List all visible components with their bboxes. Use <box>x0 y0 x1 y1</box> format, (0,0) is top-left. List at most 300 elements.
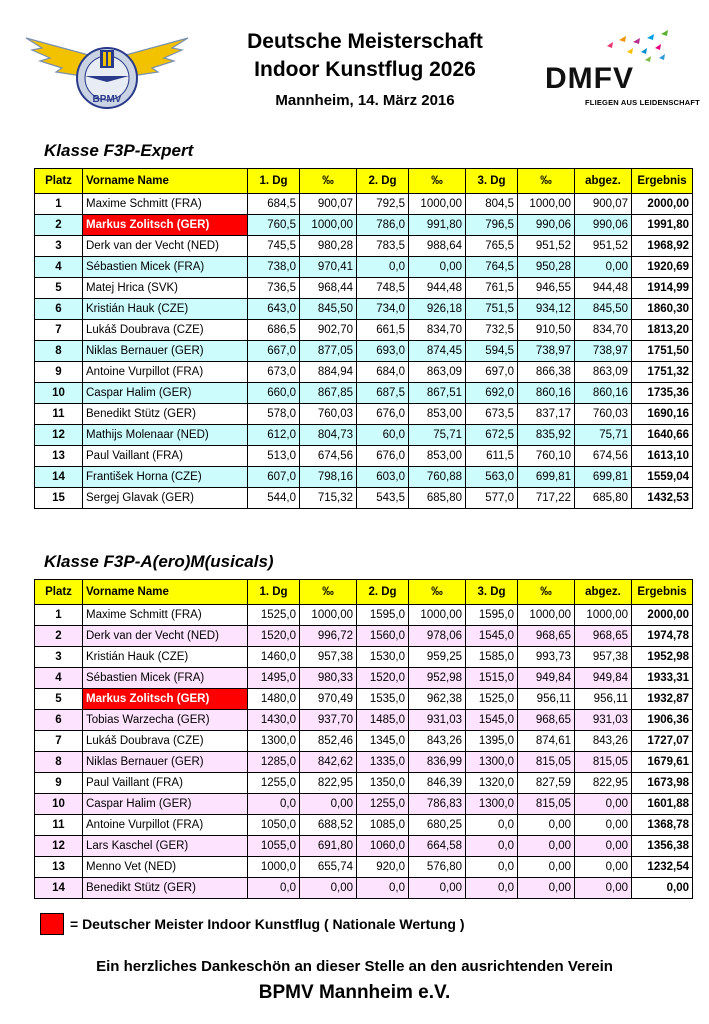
column-header: 3. Dg <box>466 580 518 605</box>
score-cell: 736,5 <box>248 278 300 299</box>
score-cell: 990,06 <box>575 215 632 236</box>
score-cell: 815,05 <box>575 752 632 773</box>
score-cell: 676,0 <box>357 404 409 425</box>
legend-color-box <box>40 913 64 935</box>
rank-cell: 2 <box>35 215 83 236</box>
table-row <box>35 446 693 467</box>
score-cell: 863,09 <box>409 362 466 383</box>
score-cell: 699,81 <box>518 467 575 488</box>
score-cell: 674,56 <box>300 446 357 467</box>
dmfv-logo-icon <box>545 28 685 62</box>
score-cell: 834,70 <box>409 320 466 341</box>
pilot-name-cell: Menno Vet (NED) <box>83 857 248 878</box>
score-cell: 760,03 <box>575 404 632 425</box>
result-cell: 1559,04 <box>632 467 693 488</box>
result-cell: 1751,50 <box>632 341 693 362</box>
score-cell: 910,50 <box>518 320 575 341</box>
score-cell: 1000,00 <box>518 605 575 626</box>
score-cell: 684,0 <box>357 362 409 383</box>
column-header: ‰ <box>518 580 575 605</box>
table-row <box>35 425 693 446</box>
pilot-name-cell: Caspar Halim (GER) <box>83 383 248 404</box>
score-cell: 687,5 <box>357 383 409 404</box>
score-cell: 0,00 <box>409 257 466 278</box>
score-cell: 1585,0 <box>466 647 518 668</box>
score-cell: 866,38 <box>518 362 575 383</box>
table-row <box>35 647 693 668</box>
table-row <box>35 878 693 899</box>
score-cell: 0,0 <box>466 815 518 836</box>
score-cell: 577,0 <box>466 488 518 509</box>
score-cell: 693,0 <box>357 341 409 362</box>
score-cell: 956,11 <box>575 689 632 710</box>
score-cell: 944,48 <box>575 278 632 299</box>
score-cell: 931,03 <box>575 710 632 731</box>
score-cell: 845,50 <box>300 299 357 320</box>
score-cell: 0,00 <box>575 836 632 857</box>
score-cell: 760,10 <box>518 446 575 467</box>
result-cell: 1813,20 <box>632 320 693 341</box>
score-cell: 655,74 <box>300 857 357 878</box>
score-cell: 1060,0 <box>357 836 409 857</box>
score-cell: 900,07 <box>300 194 357 215</box>
score-cell: 1480,0 <box>248 689 300 710</box>
pilot-name-cell: Lukáš Doubrava (CZE) <box>83 320 248 341</box>
column-header: ‰ <box>300 580 357 605</box>
table-row <box>35 668 693 689</box>
result-cell: 1727,07 <box>632 731 693 752</box>
score-cell: 692,0 <box>466 383 518 404</box>
score-cell: 643,0 <box>248 299 300 320</box>
score-cell: 611,5 <box>466 446 518 467</box>
rank-cell: 3 <box>35 236 83 257</box>
score-cell: 661,5 <box>357 320 409 341</box>
score-cell: 0,0 <box>357 257 409 278</box>
score-cell: 761,5 <box>466 278 518 299</box>
score-cell: 988,64 <box>409 236 466 257</box>
score-cell: 931,03 <box>409 710 466 731</box>
pilot-name-cell: Maxime Schmitt (FRA) <box>83 605 248 626</box>
score-cell: 612,0 <box>248 425 300 446</box>
score-cell: 920,0 <box>357 857 409 878</box>
section-title-expert: Klasse F3P-Expert <box>44 141 194 160</box>
pilot-name-cell: Mathijs Molenaar (NED) <box>83 425 248 446</box>
score-cell: 946,55 <box>518 278 575 299</box>
score-cell: 75,71 <box>575 425 632 446</box>
result-cell: 1356,38 <box>632 836 693 857</box>
result-cell: 1914,99 <box>632 278 693 299</box>
score-cell: 1085,0 <box>357 815 409 836</box>
score-cell: 594,5 <box>466 341 518 362</box>
score-cell: 732,5 <box>466 320 518 341</box>
score-cell: 715,32 <box>300 488 357 509</box>
score-cell: 1430,0 <box>248 710 300 731</box>
score-cell: 764,5 <box>466 257 518 278</box>
result-cell: 1860,30 <box>632 299 693 320</box>
table-row <box>35 341 693 362</box>
column-header: Platz <box>35 580 83 605</box>
pilot-name-cell: Paul Vaillant (FRA) <box>83 773 248 794</box>
score-cell: 0,00 <box>575 878 632 899</box>
score-cell: 783,5 <box>357 236 409 257</box>
score-cell: 0,00 <box>575 815 632 836</box>
pilot-name-cell: Maxime Schmitt (FRA) <box>83 194 248 215</box>
pilot-name-cell: Niklas Bernauer (GER) <box>83 752 248 773</box>
score-cell: 884,94 <box>300 362 357 383</box>
rank-cell: 1 <box>35 194 83 215</box>
table-row <box>35 773 693 794</box>
score-cell: 970,49 <box>300 689 357 710</box>
score-cell: 1495,0 <box>248 668 300 689</box>
score-cell: 0,00 <box>575 257 632 278</box>
result-cell: 1232,54 <box>632 857 693 878</box>
score-cell: 672,5 <box>466 425 518 446</box>
score-cell: 900,07 <box>575 194 632 215</box>
score-cell: 1545,0 <box>466 710 518 731</box>
score-cell: 957,38 <box>575 647 632 668</box>
score-cell: 734,0 <box>357 299 409 320</box>
table-row <box>35 689 693 710</box>
score-cell: 0,00 <box>518 815 575 836</box>
score-cell: 607,0 <box>248 467 300 488</box>
pilot-name-cell: Markus Zolitsch (GER) <box>83 689 248 710</box>
score-cell: 544,0 <box>248 488 300 509</box>
score-cell: 673,5 <box>466 404 518 425</box>
results-table-expert <box>34 168 693 509</box>
rank-cell: 12 <box>35 425 83 446</box>
score-cell: 843,26 <box>575 731 632 752</box>
score-cell: 576,80 <box>409 857 466 878</box>
score-cell: 852,46 <box>300 731 357 752</box>
score-cell: 0,0 <box>248 878 300 899</box>
table-row <box>35 626 693 647</box>
result-cell: 1601,88 <box>632 794 693 815</box>
table-row <box>35 278 693 299</box>
score-cell: 0,00 <box>575 857 632 878</box>
score-cell: 751,5 <box>466 299 518 320</box>
score-cell: 0,00 <box>409 878 466 899</box>
column-header: 2. Dg <box>357 169 409 194</box>
page-title: Deutsche Meisterschaft <box>247 30 483 53</box>
result-cell: 1974,78 <box>632 626 693 647</box>
rank-cell: 7 <box>35 731 83 752</box>
bpmv-logo-icon <box>22 30 192 112</box>
table-row <box>35 299 693 320</box>
column-header: Ergebnis <box>632 169 693 194</box>
score-cell: 792,5 <box>357 194 409 215</box>
score-cell: 685,80 <box>575 488 632 509</box>
score-cell: 1000,00 <box>409 605 466 626</box>
score-cell: 1335,0 <box>357 752 409 773</box>
pilot-name-cell: Benedikt Stütz (GER) <box>83 404 248 425</box>
results-table-am <box>34 579 693 899</box>
score-cell: 996,72 <box>300 626 357 647</box>
pilot-name-cell: Benedikt Stütz (GER) <box>83 878 248 899</box>
score-cell: 0,00 <box>518 836 575 857</box>
score-cell: 1000,00 <box>409 194 466 215</box>
score-cell: 1255,0 <box>248 773 300 794</box>
score-cell: 1300,0 <box>466 794 518 815</box>
footer-club: BPMV Mannheim e.V. <box>258 982 451 1003</box>
score-cell: 0,0 <box>466 836 518 857</box>
column-header: Ergebnis <box>632 580 693 605</box>
score-cell: 674,56 <box>575 446 632 467</box>
score-cell: 1535,0 <box>357 689 409 710</box>
column-header: abgez. <box>575 169 632 194</box>
score-cell: 867,85 <box>300 383 357 404</box>
column-header: 1. Dg <box>248 580 300 605</box>
score-cell: 815,05 <box>518 752 575 773</box>
score-cell: 676,0 <box>357 446 409 467</box>
pilot-name-cell: Antoine Vurpillot (FRA) <box>83 362 248 383</box>
table-row <box>35 731 693 752</box>
score-cell: 0,0 <box>466 878 518 899</box>
score-cell: 957,38 <box>300 647 357 668</box>
pilot-name-cell: Matej Hrica (SVK) <box>83 278 248 299</box>
score-cell: 578,0 <box>248 404 300 425</box>
score-cell: 699,81 <box>575 467 632 488</box>
score-cell: 837,17 <box>518 404 575 425</box>
table-row <box>35 794 693 815</box>
score-cell: 1520,0 <box>357 668 409 689</box>
table-row <box>35 467 693 488</box>
result-cell: 1952,98 <box>632 647 693 668</box>
score-cell: 951,52 <box>518 236 575 257</box>
score-cell: 968,65 <box>518 710 575 731</box>
pilot-name-cell: Niklas Bernauer (GER) <box>83 341 248 362</box>
score-cell: 1595,0 <box>466 605 518 626</box>
score-cell: 1300,0 <box>248 731 300 752</box>
score-cell: 786,0 <box>357 215 409 236</box>
dmfv-logo <box>545 28 700 108</box>
footer-thanks: Ein herzliches Dankeschön an dieser Stelle an den ausrichtenden Verein <box>96 958 613 975</box>
rank-cell: 5 <box>35 278 83 299</box>
score-cell: 1345,0 <box>357 731 409 752</box>
bpmv-logo-text: BPMV <box>92 94 122 105</box>
title-block <box>200 28 530 109</box>
result-cell: 1933,31 <box>632 668 693 689</box>
score-cell: 796,5 <box>466 215 518 236</box>
pilot-name-cell: František Horna (CZE) <box>83 467 248 488</box>
score-cell: 563,0 <box>466 467 518 488</box>
score-cell: 680,25 <box>409 815 466 836</box>
score-cell: 968,65 <box>575 626 632 647</box>
pilot-name-cell: Sergej Glavak (GER) <box>83 488 248 509</box>
score-cell: 1000,00 <box>518 194 575 215</box>
score-cell: 0,00 <box>300 794 357 815</box>
score-cell: 1285,0 <box>248 752 300 773</box>
score-cell: 944,48 <box>409 278 466 299</box>
pilot-name-cell: Kristián Hauk (CZE) <box>83 647 248 668</box>
score-cell: 673,0 <box>248 362 300 383</box>
score-cell: 1525,0 <box>248 605 300 626</box>
rank-cell: 13 <box>35 857 83 878</box>
score-cell: 745,5 <box>248 236 300 257</box>
rank-cell: 11 <box>35 815 83 836</box>
rank-cell: 4 <box>35 668 83 689</box>
rank-cell: 14 <box>35 467 83 488</box>
score-cell: 798,16 <box>300 467 357 488</box>
score-cell: 691,80 <box>300 836 357 857</box>
table-row <box>35 362 693 383</box>
score-cell: 853,00 <box>409 446 466 467</box>
table-row <box>35 605 693 626</box>
rank-cell: 4 <box>35 257 83 278</box>
score-cell: 853,00 <box>409 404 466 425</box>
score-cell: 867,51 <box>409 383 466 404</box>
table-row <box>35 488 693 509</box>
result-cell: 1751,32 <box>632 362 693 383</box>
score-cell: 822,95 <box>575 773 632 794</box>
score-cell: 667,0 <box>248 341 300 362</box>
score-cell: 1595,0 <box>357 605 409 626</box>
column-header: abgez. <box>575 580 632 605</box>
score-cell: 686,5 <box>248 320 300 341</box>
score-cell: 822,95 <box>300 773 357 794</box>
score-cell: 717,22 <box>518 488 575 509</box>
rank-cell: 11 <box>35 404 83 425</box>
score-cell: 748,5 <box>357 278 409 299</box>
rank-cell: 10 <box>35 383 83 404</box>
result-cell: 2000,00 <box>632 605 693 626</box>
score-cell: 970,41 <box>300 257 357 278</box>
rank-cell: 1 <box>35 605 83 626</box>
header <box>0 0 709 130</box>
score-cell: 1300,0 <box>466 752 518 773</box>
score-cell: 815,05 <box>518 794 575 815</box>
score-cell: 804,5 <box>466 194 518 215</box>
score-cell: 968,44 <box>300 278 357 299</box>
score-cell: 660,0 <box>248 383 300 404</box>
score-cell: 956,11 <box>518 689 575 710</box>
table-row <box>35 404 693 425</box>
result-cell: 1368,78 <box>632 815 693 836</box>
column-header: 3. Dg <box>466 169 518 194</box>
column-header: 1. Dg <box>248 169 300 194</box>
score-cell: 949,84 <box>575 668 632 689</box>
score-cell: 860,16 <box>575 383 632 404</box>
result-cell: 1932,87 <box>632 689 693 710</box>
rank-cell: 14 <box>35 878 83 899</box>
score-cell: 843,26 <box>409 731 466 752</box>
score-cell: 834,70 <box>575 320 632 341</box>
result-cell: 1613,10 <box>632 446 693 467</box>
score-cell: 1000,00 <box>300 605 357 626</box>
column-header: ‰ <box>300 169 357 194</box>
score-cell: 968,65 <box>518 626 575 647</box>
rank-cell: 3 <box>35 647 83 668</box>
pilot-name-cell: Sébastien Micek (FRA) <box>83 257 248 278</box>
score-cell: 684,5 <box>248 194 300 215</box>
table-row <box>35 836 693 857</box>
result-cell: 1906,36 <box>632 710 693 731</box>
score-cell: 902,70 <box>300 320 357 341</box>
rank-cell: 6 <box>35 299 83 320</box>
dmfv-slogan: FLIEGEN AUS LEIDENSCHAFT <box>585 98 700 107</box>
pilot-name-cell: Markus Zolitsch (GER) <box>83 215 248 236</box>
score-cell: 993,73 <box>518 647 575 668</box>
score-cell: 543,5 <box>357 488 409 509</box>
score-cell: 991,80 <box>409 215 466 236</box>
pilot-name-cell: Kristián Hauk (CZE) <box>83 299 248 320</box>
table-header-row <box>35 169 693 194</box>
rank-cell: 8 <box>35 752 83 773</box>
score-cell: 934,12 <box>518 299 575 320</box>
pilot-name-cell: Lukáš Doubrava (CZE) <box>83 731 248 752</box>
score-cell: 951,52 <box>575 236 632 257</box>
table-row <box>35 752 693 773</box>
score-cell: 980,28 <box>300 236 357 257</box>
result-cell: 1735,36 <box>632 383 693 404</box>
score-cell: 1515,0 <box>466 668 518 689</box>
table-row <box>35 257 693 278</box>
score-cell: 738,97 <box>575 341 632 362</box>
score-cell: 846,39 <box>409 773 466 794</box>
rank-cell: 5 <box>35 689 83 710</box>
score-cell: 1000,00 <box>300 215 357 236</box>
table-header-row <box>35 580 693 605</box>
score-cell: 1320,0 <box>466 773 518 794</box>
score-cell: 863,09 <box>575 362 632 383</box>
score-cell: 950,28 <box>518 257 575 278</box>
column-header: Vorname Name <box>83 580 248 605</box>
score-cell: 603,0 <box>357 467 409 488</box>
column-header: ‰ <box>409 169 466 194</box>
section-title-am: Klasse F3P-A(ero)M(usicals) <box>44 552 274 571</box>
score-cell: 0,00 <box>575 794 632 815</box>
score-cell: 1560,0 <box>357 626 409 647</box>
pilot-name-cell: Caspar Halim (GER) <box>83 794 248 815</box>
score-cell: 0,0 <box>466 857 518 878</box>
score-cell: 842,62 <box>300 752 357 773</box>
result-cell: 1968,92 <box>632 236 693 257</box>
score-cell: 835,92 <box>518 425 575 446</box>
result-cell: 0,00 <box>632 878 693 899</box>
result-cell: 1673,98 <box>632 773 693 794</box>
score-cell: 1395,0 <box>466 731 518 752</box>
score-cell: 0,0 <box>357 878 409 899</box>
legend <box>40 913 465 935</box>
score-cell: 1545,0 <box>466 626 518 647</box>
score-cell: 874,45 <box>409 341 466 362</box>
result-cell: 1920,69 <box>632 257 693 278</box>
score-cell: 877,05 <box>300 341 357 362</box>
rank-cell: 2 <box>35 626 83 647</box>
rank-cell: 15 <box>35 488 83 509</box>
score-cell: 959,25 <box>409 647 466 668</box>
score-cell: 1055,0 <box>248 836 300 857</box>
pilot-name-cell: Derk van der Vecht (NED) <box>83 626 248 647</box>
score-cell: 1050,0 <box>248 815 300 836</box>
score-cell: 75,71 <box>409 425 466 446</box>
rank-cell: 9 <box>35 362 83 383</box>
score-cell: 0,0 <box>248 794 300 815</box>
table-row <box>35 194 693 215</box>
result-cell: 1991,80 <box>632 215 693 236</box>
score-cell: 0,00 <box>518 878 575 899</box>
score-cell: 1520,0 <box>248 626 300 647</box>
result-cell: 1432,53 <box>632 488 693 509</box>
page-subtitle: Indoor Kunstflug 2026 <box>254 58 476 81</box>
score-cell: 874,61 <box>518 731 575 752</box>
pilot-name-cell: Tobias Warzecha (GER) <box>83 710 248 731</box>
score-cell: 860,16 <box>518 383 575 404</box>
score-cell: 786,83 <box>409 794 466 815</box>
score-cell: 836,99 <box>409 752 466 773</box>
column-header: Platz <box>35 169 83 194</box>
score-cell: 760,03 <box>300 404 357 425</box>
result-cell: 2000,00 <box>632 194 693 215</box>
